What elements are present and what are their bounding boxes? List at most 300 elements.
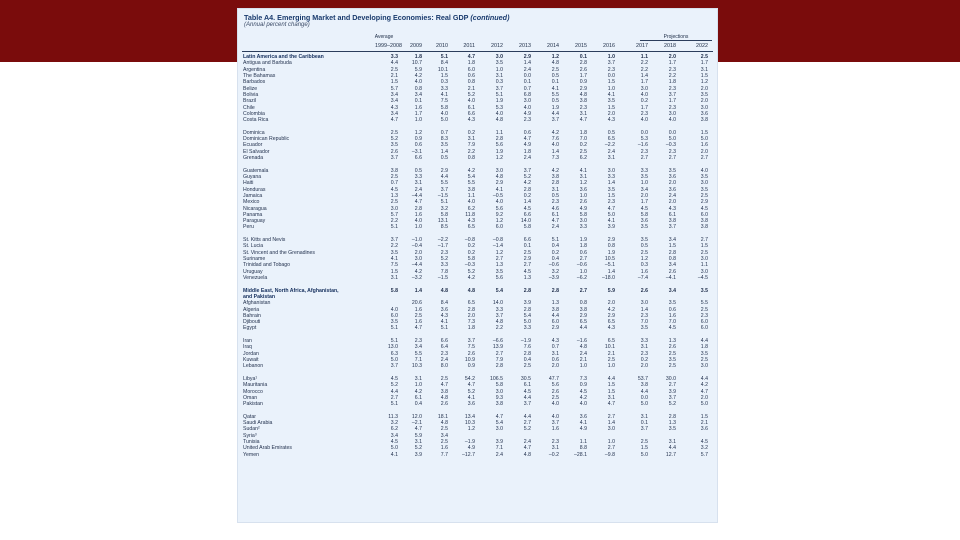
growth-value: 7.7: [440, 451, 448, 458]
growth-value: 4.2: [467, 274, 475, 281]
growth-value: 3.2: [700, 445, 708, 452]
growth-value: 2.0: [640, 363, 648, 370]
growth-value: –5.1: [604, 262, 615, 269]
growth-value: 4.4: [668, 445, 676, 452]
growth-value: 3.4: [390, 110, 398, 117]
country-name: Libya¹: [243, 375, 258, 382]
growth-value: 4.0: [640, 117, 648, 124]
growth-value: 2.5: [700, 192, 708, 199]
growth-value: 1.4: [607, 180, 615, 187]
growth-value: 5.6: [495, 142, 503, 149]
growth-value: 3.8: [640, 382, 648, 389]
growth-value: 4.1: [579, 167, 587, 174]
growth-value: 4.3: [607, 117, 615, 124]
growth-value: 5.1: [551, 237, 559, 244]
growth-value: 2.6: [390, 148, 398, 155]
growth-value: 4.4: [523, 413, 531, 420]
growth-value: –1.0: [411, 237, 422, 244]
growth-value: 2.4: [523, 155, 531, 161]
growth-value: 13.1: [437, 218, 448, 225]
growth-value: 3.7: [607, 60, 615, 67]
growth-value: 5.4: [495, 420, 503, 427]
growth-value: 1.0: [640, 180, 648, 187]
growth-value: 10.1: [437, 66, 448, 73]
growth-value: 7.0: [579, 136, 587, 143]
growth-value: 4.3: [551, 338, 559, 345]
growth-value: 3.3: [495, 306, 503, 313]
growth-value: 4.8: [579, 344, 587, 351]
growth-value: 4.5: [523, 268, 531, 275]
growth-value: 4.2: [467, 167, 475, 174]
growth-value: 4.2: [551, 167, 559, 174]
growth-value: 3.8: [390, 167, 398, 174]
growth-value: 2.3: [668, 148, 676, 155]
table-title: Table A4. Emerging Market and Developing Economies: Real GDP (continued): [244, 13, 510, 22]
growth-value: 3.3: [390, 54, 398, 60]
growth-value: 4.5: [523, 388, 531, 395]
growth-value: 10.5: [604, 256, 615, 262]
growth-value: 3.9: [495, 439, 503, 446]
growth-value: 3.1: [579, 173, 587, 180]
growth-value: 1.7: [668, 60, 676, 67]
growth-value: 0.4: [523, 357, 531, 363]
growth-value: –2.2: [604, 142, 615, 149]
growth-value: 7.8: [440, 268, 448, 275]
growth-value: 6.3: [390, 350, 398, 357]
growth-value: 0.0: [607, 72, 615, 79]
growth-value: 4.0: [523, 104, 531, 111]
growth-value: 1.6: [700, 142, 708, 149]
growth-value: 2.0: [640, 192, 648, 199]
growth-value: 4.8: [440, 420, 448, 427]
growth-value: 8.8: [579, 445, 587, 452]
growth-value: 1.3: [551, 300, 559, 307]
growth-value: 1.4: [640, 72, 648, 79]
growth-value: 1.2: [579, 180, 587, 187]
growth-value: 0.2: [467, 243, 475, 250]
growth-value: 3.0: [495, 426, 503, 433]
growth-value: 4.5: [523, 205, 531, 212]
growth-value: 2.5: [700, 306, 708, 313]
growth-value: 2.2: [640, 60, 648, 67]
growth-value: –0.8: [464, 237, 475, 244]
growth-value: 4.7: [607, 205, 615, 212]
growth-value: 2.9: [607, 312, 615, 319]
country-name: Bahrain: [243, 312, 261, 319]
growth-value: 2.5: [414, 312, 422, 319]
country-name: Kuwait: [243, 357, 259, 363]
growth-value: 5.0: [700, 136, 708, 143]
growth-value: 2.0: [668, 180, 676, 187]
growth-value: 3.4: [668, 237, 676, 244]
growth-value: 6.0: [390, 312, 398, 319]
growth-value: 5.7: [390, 211, 398, 218]
growth-value: 5.2: [390, 382, 398, 389]
growth-value: 0.0: [640, 129, 648, 136]
growth-value: 7.6: [523, 344, 531, 351]
growth-value: 2.4: [579, 350, 587, 357]
growth-value: 3.5: [495, 268, 503, 275]
country-name: Morocco: [243, 388, 263, 395]
growth-value: 3.7: [523, 401, 531, 408]
growth-value: 3.7: [467, 338, 475, 345]
column-header: 2011: [463, 43, 475, 49]
growth-value: 0.1: [523, 243, 531, 250]
growth-value: 2.3: [523, 117, 531, 124]
growth-value: 3.7: [495, 85, 503, 92]
growth-value: 13.4: [464, 413, 475, 420]
growth-value: 3.0: [668, 110, 676, 117]
growth-value: 6.0: [700, 211, 708, 218]
growth-value: 2.3: [607, 199, 615, 206]
growth-value: 3.0: [640, 300, 648, 307]
growth-value: 3.9: [523, 300, 531, 307]
column-header: 2015: [575, 43, 587, 49]
growth-value: 0.2: [640, 98, 648, 105]
growth-value: 3.5: [640, 173, 648, 180]
country-name: Djibouti: [243, 319, 261, 326]
growth-value: 7.5: [390, 262, 398, 269]
growth-value: 4.4: [700, 338, 708, 345]
growth-value: 0.1: [579, 54, 587, 60]
growth-value: 2.4: [523, 66, 531, 73]
growth-value: 2.0: [700, 394, 708, 401]
growth-value: 2.7: [607, 445, 615, 452]
growth-value: 6.6: [523, 211, 531, 218]
column-header: 2022: [696, 43, 708, 49]
growth-value: 3.5: [390, 142, 398, 149]
country-name: Chile: [243, 104, 255, 111]
growth-value: 3.4: [668, 262, 676, 269]
growth-value: 1.0: [414, 224, 422, 231]
growth-value: –2.1: [411, 420, 422, 427]
growth-value: 1.0: [414, 382, 422, 389]
growth-value: 3.7: [440, 186, 448, 193]
country-name: Middle East, North Africa, Afghanistan,: [243, 287, 339, 294]
growth-value: 1.5: [700, 413, 708, 420]
growth-value: 4.8: [467, 287, 475, 294]
growth-value: –1.4: [492, 243, 503, 250]
country-name: Syria³: [243, 432, 257, 439]
growth-value: 1.5: [607, 388, 615, 395]
growth-value: 2.5: [390, 129, 398, 136]
growth-value: 1.8: [467, 325, 475, 332]
growth-value: 3.8: [700, 117, 708, 124]
growth-value: 0.8: [607, 243, 615, 250]
growth-value: 3.4: [414, 91, 422, 98]
growth-value: 4.7: [414, 199, 422, 206]
growth-value: 1.1: [579, 439, 587, 446]
growth-value: 2.5: [607, 357, 615, 363]
column-header: 2016: [603, 43, 615, 49]
growth-value: 4.0: [440, 110, 448, 117]
growth-value: 2.9: [607, 237, 615, 244]
growth-value: 7.1: [495, 445, 503, 452]
growth-value: 7.3: [579, 375, 587, 382]
growth-value: 5.2: [467, 268, 475, 275]
growth-value: 3.8: [668, 218, 676, 225]
growth-value: 1.5: [390, 79, 398, 86]
country-name: Antigua and Barbuda: [243, 60, 292, 67]
growth-value: 4.8: [440, 287, 448, 294]
growth-value: 1.0: [579, 363, 587, 370]
growth-value: 1.3: [668, 420, 676, 427]
growth-value: 2.5: [523, 249, 531, 256]
growth-value: 5.0: [440, 117, 448, 124]
growth-value: 0.9: [467, 363, 475, 370]
growth-value: 7.6: [551, 136, 559, 143]
growth-value: 5.8: [523, 224, 531, 231]
growth-value: 1.2: [495, 249, 503, 256]
country-name: Guyana: [243, 173, 262, 180]
growth-value: 0.2: [467, 129, 475, 136]
growth-value: 5.8: [467, 256, 475, 262]
growth-value: 1.6: [414, 211, 422, 218]
growth-value: 1.6: [551, 426, 559, 433]
growth-value: 0.4: [414, 401, 422, 408]
growth-value: 2.7: [523, 420, 531, 427]
growth-value: 2.5: [640, 439, 648, 446]
growth-value: 2.5: [440, 439, 448, 446]
growth-value: 3.5: [607, 186, 615, 193]
growth-value: 2.8: [495, 136, 503, 143]
growth-value: 2.9: [523, 256, 531, 262]
growth-value: 3.9: [668, 388, 676, 395]
growth-value: 4.5: [390, 186, 398, 193]
growth-value: 11.3: [388, 413, 398, 420]
growth-value: 2.6: [440, 401, 448, 408]
country-name: Venezuela: [243, 274, 268, 281]
growth-value: 0.7: [551, 344, 559, 351]
country-name: Iraq: [243, 344, 252, 351]
growth-value: 6.6: [440, 338, 448, 345]
growth-value: 3.1: [640, 344, 648, 351]
growth-value: 2.3: [414, 338, 422, 345]
growth-value: 2.1: [579, 357, 587, 363]
growth-value: 3.0: [700, 363, 708, 370]
growth-value: 1.2: [640, 256, 648, 262]
growth-value: 4.7: [607, 401, 615, 408]
growth-value: 2.7: [607, 413, 615, 420]
projections-rule: [640, 40, 712, 41]
growth-value: 6.6: [414, 155, 422, 161]
growth-value: –1.7: [437, 243, 448, 250]
growth-value: 6.1: [414, 394, 422, 401]
growth-value: 3.7: [495, 312, 503, 319]
growth-value: 0.5: [440, 155, 448, 161]
growth-value: 5.8: [495, 382, 503, 389]
growth-value: 3.0: [414, 256, 422, 262]
growth-value: 2.5: [700, 249, 708, 256]
growth-value: 11.8: [465, 211, 475, 218]
growth-value: 0.8: [467, 155, 475, 161]
growth-value: 106.5: [490, 375, 503, 382]
column-header: 2018: [664, 43, 676, 49]
growth-value: 7.3: [467, 319, 475, 326]
growth-value: 3.7: [390, 237, 398, 244]
growth-value: 4.1: [607, 91, 615, 98]
growth-value: 4.7: [440, 382, 448, 389]
growth-value: 4.0: [551, 413, 559, 420]
country-name: The Bahamas: [243, 72, 276, 79]
growth-value: 2.1: [607, 350, 615, 357]
country-name: St. Lucia: [243, 243, 264, 250]
growth-value: 2.3: [607, 66, 615, 73]
growth-value: 2.0: [700, 148, 708, 155]
country-name: Colombia: [243, 110, 265, 117]
growth-value: 1.2: [495, 155, 503, 161]
growth-value: 2.5: [668, 363, 676, 370]
growth-value: 4.2: [551, 129, 559, 136]
country-name: Egypt: [243, 325, 257, 332]
growth-value: 12.0: [411, 413, 422, 420]
growth-value: 5.8: [640, 211, 648, 218]
growth-value: 2.3: [579, 104, 587, 111]
growth-value: 0.2: [467, 249, 475, 256]
growth-value: 3.3: [523, 325, 531, 332]
growth-value: 2.3: [640, 110, 648, 117]
growth-value: –18.0: [602, 274, 615, 281]
growth-value: 3.4: [414, 344, 422, 351]
growth-value: 0.6: [523, 129, 531, 136]
growth-value: 1.7: [640, 79, 648, 86]
growth-value: 2.7: [495, 256, 503, 262]
growth-value: 4.7: [523, 445, 531, 452]
growth-value: 1.5: [607, 79, 615, 86]
growth-value: 2.5: [523, 363, 531, 370]
growth-value: 1.4: [414, 287, 422, 294]
growth-value: 1.3: [390, 192, 398, 199]
growth-value: 4.3: [668, 205, 676, 212]
growth-value: 2.1: [467, 85, 475, 92]
growth-value: 3.6: [579, 186, 587, 193]
growth-value: 1.6: [414, 319, 422, 326]
growth-value: 1.4: [440, 148, 448, 155]
growth-value: 0.1: [551, 79, 559, 86]
growth-value: 2.8: [495, 363, 503, 370]
growth-value: 3.3: [607, 173, 615, 180]
country-name: Saudi Arabia: [243, 420, 273, 427]
growth-value: 1.8: [414, 54, 422, 60]
growth-value: 1.0: [579, 192, 587, 199]
growth-value: 5.0: [668, 136, 676, 143]
growth-value: 3.5: [700, 350, 708, 357]
growth-value: –0.2: [548, 451, 559, 458]
growth-value: 2.8: [523, 186, 531, 193]
growth-value: 5.0: [607, 211, 615, 218]
growth-value: 2.7: [700, 237, 708, 244]
growth-value: 5.2: [523, 426, 531, 433]
growth-value: 3.5: [700, 186, 708, 193]
growth-value: –4.4: [411, 262, 422, 269]
growth-value: 3.3: [579, 224, 587, 231]
growth-value: 3.1: [607, 155, 615, 161]
growth-value: 3.8: [495, 401, 503, 408]
growth-value: 6.2: [390, 426, 398, 433]
growth-value: 7.3: [551, 155, 559, 161]
growth-value: 3.9: [414, 451, 422, 458]
growth-value: –28.1: [574, 451, 587, 458]
growth-value: 3.0: [700, 180, 708, 187]
growth-value: 1.8: [467, 60, 475, 67]
growth-value: 0.9: [579, 79, 587, 86]
growth-value: 2.7: [495, 350, 503, 357]
growth-value: 2.0: [551, 363, 559, 370]
growth-value: 3.1: [579, 110, 587, 117]
column-header: 2009: [410, 43, 422, 49]
growth-value: 2.7: [700, 155, 708, 161]
growth-value: 0.2: [523, 192, 531, 199]
country-name: Oman: [243, 394, 258, 401]
growth-value: 5.0: [390, 357, 398, 363]
growth-value: 0.1: [414, 98, 422, 105]
growth-value: 2.3: [551, 199, 559, 206]
growth-value: 3.6: [579, 413, 587, 420]
growth-value: 2.4: [495, 451, 503, 458]
country-name: Belize: [243, 85, 258, 92]
country-name: Afghanistan: [243, 300, 271, 307]
growth-value: 2.5: [390, 199, 398, 206]
growth-value: 6.5: [467, 300, 475, 307]
growth-value: 4.4: [640, 388, 648, 395]
growth-value: 2.8: [668, 413, 676, 420]
growth-value: 5.0: [700, 401, 708, 408]
growth-value: 7.1: [414, 357, 422, 363]
growth-value: 6.5: [467, 224, 475, 231]
growth-value: 5.1: [390, 224, 398, 231]
growth-value: 8.5: [440, 224, 448, 231]
growth-value: 5.0: [640, 451, 648, 458]
growth-value: 2.5: [440, 426, 448, 433]
growth-value: 5.5: [467, 180, 475, 187]
growth-value: 2.5: [390, 66, 398, 73]
growth-value: 0.3: [440, 79, 448, 86]
growth-value: 2.6: [668, 344, 676, 351]
growth-value: 3.1: [495, 72, 503, 79]
growth-value: 1.3: [523, 274, 531, 281]
growth-value: 0.6: [579, 249, 587, 256]
growth-value: 3.6: [700, 426, 708, 433]
growth-value: 4.1: [440, 91, 448, 98]
growth-value: 4.5: [640, 205, 648, 212]
growth-value: 4.4: [607, 375, 615, 382]
growth-value: 5.4: [495, 287, 503, 294]
growth-value: 4.7: [467, 54, 475, 60]
growth-value: 4.8: [495, 173, 503, 180]
growth-value: 3.5: [640, 237, 648, 244]
country-name: Pakistan: [243, 401, 263, 408]
growth-value: 2.5: [551, 66, 559, 73]
growth-value: 0.8: [467, 79, 475, 86]
growth-value: 6.0: [700, 325, 708, 332]
growth-value: 6.1: [523, 382, 531, 389]
growth-value: –0.4: [411, 243, 422, 250]
column-header-row: [238, 43, 717, 50]
growth-value: 3.5: [640, 224, 648, 231]
country-name: Haiti: [243, 180, 254, 187]
growth-value: 2.9: [700, 199, 708, 206]
growth-value: 4.2: [414, 388, 422, 395]
growth-value: 1.7: [640, 104, 648, 111]
country-name: Suriname: [243, 256, 266, 262]
growth-value: 2.3: [640, 148, 648, 155]
growth-value: 3.0: [390, 205, 398, 212]
growth-value: 5.0: [390, 445, 398, 452]
growth-value: 1.4: [607, 420, 615, 427]
growth-value: 2.8: [523, 306, 531, 313]
growth-value: 1.7: [668, 98, 676, 105]
growth-value: 5.9: [414, 66, 422, 73]
